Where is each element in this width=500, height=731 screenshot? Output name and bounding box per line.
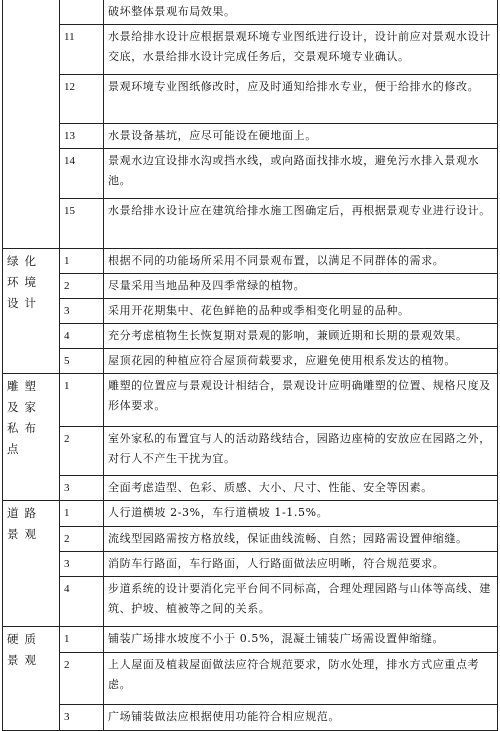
item-text: 全面考虑造型、色彩、质感、大小、尺寸、性能、安全等因素。	[104, 476, 498, 501]
item-number: 2	[60, 274, 104, 299]
table-row	[3, 274, 498, 299]
table-row	[3, 627, 498, 653]
category-label: 绿化环境设计	[3, 249, 60, 374]
item-number: 3	[60, 476, 104, 501]
item-number: 15	[60, 199, 104, 249]
item-text: 尽量采用当地品种及四季常绿的植物。	[104, 274, 498, 299]
item-text: 景观环境专业图纸修改时，应及时通知给排水专业，便于给排水的修改。	[104, 75, 498, 124]
specification-table	[2, 0, 498, 731]
item-text: 消防车行路面，车行路面，人行路面做法应明晰，符合规范要求。	[104, 552, 498, 577]
table-row	[3, 0, 498, 25]
item-text: 广场铺装做法应根据使用功能符合相应规范。	[104, 705, 498, 731]
table-row	[3, 199, 498, 249]
category-label: 道路景观	[3, 501, 60, 627]
item-text: 步道系统的设计要消化完平台间不同标高，合理处理园路与山体等高线、建筑、护坡、植被等之间的关系。	[104, 577, 498, 627]
item-number: 1	[60, 374, 104, 427]
table-row	[3, 374, 498, 427]
item-number: 1	[60, 501, 104, 527]
item-text: 水景设备基坑，应尽可能设在硬地面上。	[104, 124, 498, 149]
item-text: 室外家私的布置宜与人的活动路线结合，园路边座椅的安放应在园路之外，对行人不产生干扰为宜。	[104, 427, 498, 476]
table-row	[3, 552, 498, 577]
item-number: 2	[60, 427, 104, 476]
item-number: 1	[60, 249, 104, 274]
item-text: 人行道横坡 2-3%，车行道横坡 1-1.5%。	[104, 501, 498, 527]
table-row	[3, 249, 498, 274]
table-row	[3, 299, 498, 324]
table-row	[3, 124, 498, 149]
item-text: 流线型园路需按方格放线，保证曲线流畅、自然；园路需设置伸缩缝。	[104, 527, 498, 552]
item-number: 2	[60, 653, 104, 705]
table-row	[3, 349, 498, 374]
category-label: 硬质景观	[3, 627, 60, 731]
category-label: 雕塑及家私布点	[3, 374, 60, 501]
item-number: 2	[60, 527, 104, 552]
table-row	[3, 527, 498, 552]
table-row	[3, 427, 498, 476]
item-number: 3	[60, 299, 104, 324]
item-text: 水景给排水设计应根据景观环境专业图纸进行设计，设计前应对景观水设计交底，水景给排水设计完成任务后，交景观环境专业确认。	[104, 25, 498, 75]
table-row	[3, 476, 498, 501]
item-number: 13	[60, 124, 104, 149]
item-number: 3	[60, 552, 104, 577]
item-text: 根据不同的功能场所采用不同景观布置，以满足不同群体的需求。	[104, 249, 498, 274]
item-number: 11	[60, 25, 104, 75]
table-row	[3, 25, 498, 75]
item-number: 5	[60, 349, 104, 374]
table-row	[3, 653, 498, 705]
item-number: 4	[60, 324, 104, 349]
item-text: 采用开花期集中、花色鲜艳的品种或季相变化明显的品种。	[104, 299, 498, 324]
table-row	[3, 324, 498, 349]
item-number: 12	[60, 75, 104, 124]
item-number: 4	[60, 577, 104, 627]
table-row	[3, 501, 498, 527]
item-text: 景观水边宜设排水沟或挡水线，或向路面找排水坡，避免污水排入景观水池。	[104, 149, 498, 199]
item-number: 3	[60, 705, 104, 731]
item-number: 1	[60, 627, 104, 653]
item-number: 14	[60, 149, 104, 199]
item-text: 上人屋面及植栽屋面做法应符合规范要求，防水处理，排水方式应重点考虑。	[104, 653, 498, 705]
table-row	[3, 75, 498, 124]
table-row	[3, 149, 498, 199]
item-text: 水景给排水设计应在建筑给排水施工图确定后，再根据景观专业进行设计。	[104, 199, 498, 249]
item-text: 雕塑的位置应与景观设计相结合，景观设计应明确雕塑的位置、规格尺度及形体要求。	[104, 374, 498, 427]
item-text: 充分考虑植物生长恢复期对景观的影响，兼顾近期和长期的景观效果。	[104, 324, 498, 349]
item-text: 破坏整体景观布局效果。	[104, 0, 498, 25]
item-number	[60, 0, 104, 25]
table-row	[3, 577, 498, 627]
item-text: 屋顶花园的种植应符合屋顶荷载要求，应避免使用根系发达的植物。	[104, 349, 498, 374]
item-text: 铺装广场排水坡度不小于 0.5%，混凝土铺装广场需设置伸缩缝。	[104, 627, 498, 653]
category-cell-continued	[3, 0, 60, 249]
